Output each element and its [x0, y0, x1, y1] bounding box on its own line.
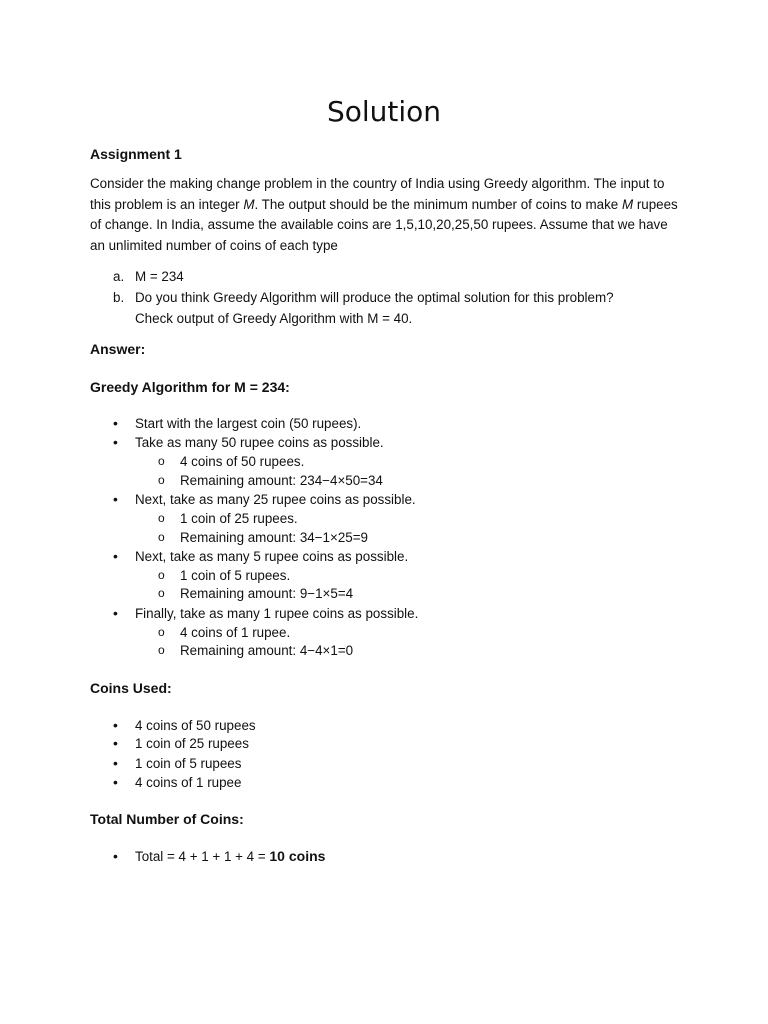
- bullet-marker: •: [113, 848, 118, 864]
- assignment-heading: Assignment 1: [90, 146, 182, 162]
- step-text: Next, take as many 25 rupee coins as possible.: [135, 492, 416, 507]
- sub-bullet-marker: o: [158, 511, 165, 525]
- page-title: Solution: [326, 95, 442, 128]
- bullet-marker: •: [113, 755, 118, 771]
- total-line: [135, 847, 325, 866]
- sub-bullet-marker: o: [158, 530, 165, 544]
- coin-item: 1 coin of 25 rupees: [135, 736, 249, 751]
- step-text: Finally, take as many 1 rupee coins as possible.: [135, 606, 419, 621]
- step-text: Next, take as many 5 rupee coins as possible.: [135, 549, 409, 564]
- greedy-heading: Greedy Algorithm for M = 234:: [90, 379, 290, 395]
- bullet-marker: •: [113, 415, 118, 431]
- sub-bullet-marker: o: [158, 625, 165, 639]
- sub-step-text: Remaining amount: 9−1×5=4: [180, 586, 354, 601]
- sub-bullet-marker: o: [158, 454, 165, 468]
- sub-step-text: Remaining amount: 34−1×25=9: [180, 530, 368, 545]
- variable-m: M: [243, 196, 255, 212]
- bullet-marker: •: [113, 717, 118, 733]
- bullet-marker: •: [113, 434, 118, 450]
- sub-bullet-marker: o: [158, 586, 165, 600]
- sub-step-text: 4 coins of 1 rupee.: [180, 625, 291, 640]
- question-text: Do you think Greedy Algorithm will produce the optimal solution for this problem?: [135, 290, 614, 305]
- total-prefix: Total = 4 + 1 + 1 + 4 =: [135, 849, 270, 864]
- bullet-marker: •: [113, 548, 118, 564]
- problem-text: rupees of change. In India, assume the available coins are 1,5,10,20,25,50 rupees. Assume that we have an unlimited number of coins of each type: [90, 196, 678, 253]
- sub-step-text: Remaining amount: 4−4×1=0: [180, 643, 354, 658]
- question-marker: a.: [113, 269, 125, 284]
- coin-item: 4 coins of 50 rupees: [135, 718, 256, 733]
- bullet-marker: •: [113, 735, 118, 751]
- question-marker: b.: [113, 290, 125, 305]
- sub-step-text: 4 coins of 50 rupees.: [180, 454, 305, 469]
- sub-bullet-marker: o: [158, 568, 165, 582]
- total-heading: Total Number of Coins:: [90, 811, 244, 827]
- sub-bullet-marker: o: [158, 643, 165, 657]
- coin-item: 1 coin of 5 rupees: [135, 756, 242, 771]
- sub-step-text: 1 coin of 25 rupees.: [180, 511, 298, 526]
- answer-heading: Answer:: [90, 341, 146, 357]
- bullet-marker: •: [113, 491, 118, 507]
- coin-item: 4 coins of 1 rupee: [135, 775, 242, 790]
- coins-used-heading: Coins Used:: [90, 680, 172, 696]
- problem-text: Consider the making change problem in the country of India using Greedy algorithm. The input to this problem is an integer: [90, 176, 665, 212]
- step-text: Start with the largest coin (50 rupees).: [135, 416, 362, 431]
- sub-step-text: 1 coin of 5 rupees.: [180, 568, 291, 583]
- total-value: 10 coins: [269, 848, 326, 864]
- sub-bullet-marker: o: [158, 473, 165, 487]
- question-text: M = 234: [135, 269, 184, 284]
- bullet-marker: •: [113, 605, 118, 621]
- variable-m: M: [621, 196, 634, 212]
- problem-statement: [90, 174, 680, 256]
- sub-step-text: Remaining amount: 234−4×50=34: [180, 473, 383, 488]
- step-text: Take as many 50 rupee coins as possible.: [135, 435, 384, 450]
- bullet-marker: •: [113, 774, 118, 790]
- problem-text: . The output should be the minimum number of coins to make: [254, 196, 622, 212]
- question-text: Check output of Greedy Algorithm with M = 40.: [135, 311, 413, 326]
